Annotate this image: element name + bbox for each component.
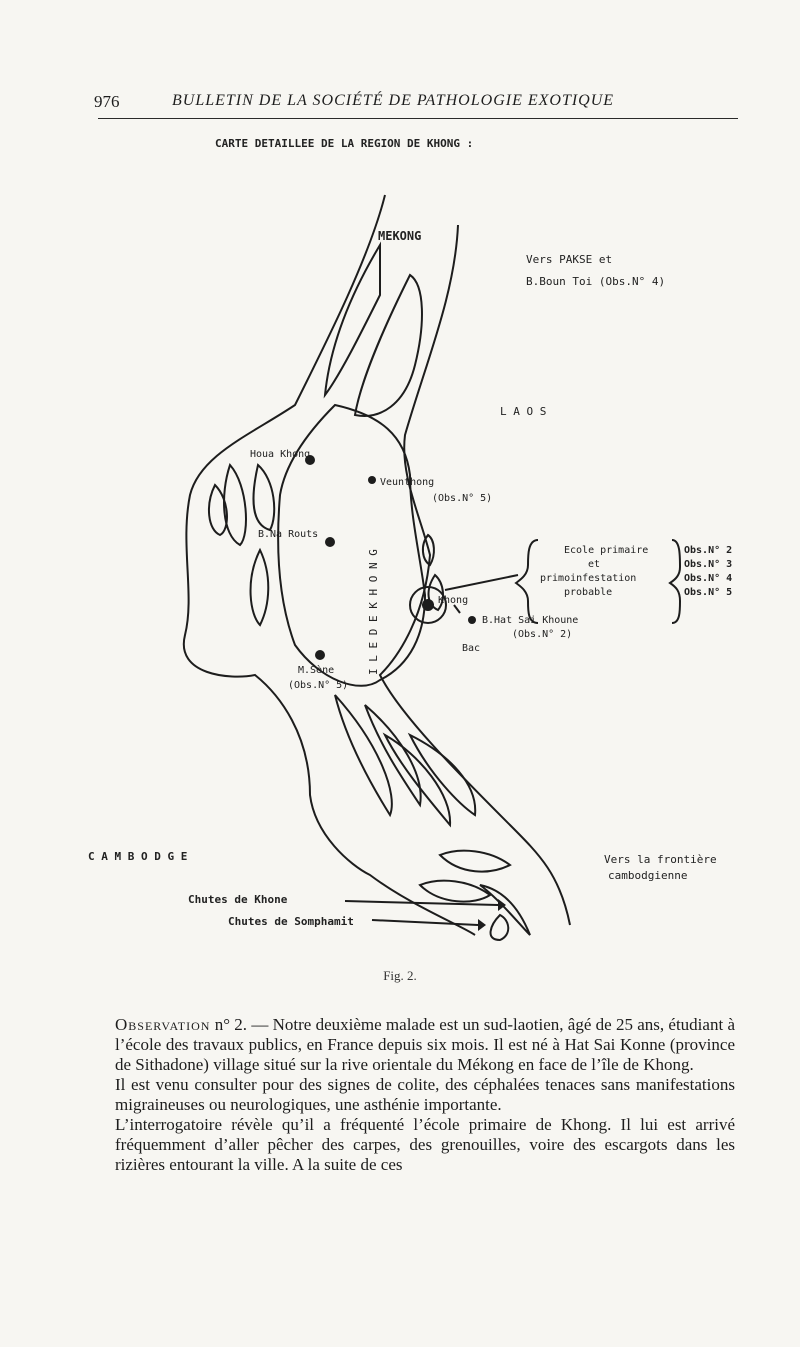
south-island-5: [440, 851, 510, 872]
west-islet-4: [254, 465, 275, 530]
paragraph-1-text: n° 2. — Notre deuxième malade est un sud-laotien, âgé de 25 ans, étudiant à l’école des travaux publics, en France depuis six mois. Il est né à Hat Sai Konne (province de Sithadone) village situé sur la rive orientale du Mékong en face de l’île de Khong.: [115, 1015, 735, 1074]
south-island-6: [420, 881, 490, 902]
north-islet: [325, 245, 380, 395]
page-header: [92, 86, 738, 116]
bac-label: Bac: [462, 643, 481, 654]
legend-pointer: [445, 575, 518, 590]
paragraph-2: Il est venu consulter pour des signes de colite, des céphalées tenaces sans manifestations migraineuses ou neurologiques, une asthénie importante.: [115, 1075, 735, 1114]
m-sene-label: M.Sène: [298, 665, 335, 676]
header-rule: [98, 118, 738, 119]
somphamit-arrowhead: [478, 919, 486, 931]
khong-dot: [422, 599, 434, 611]
b-na-routs-dot: [325, 537, 335, 547]
article-body: [115, 1015, 735, 1175]
bac-pointer: [454, 605, 460, 613]
legend-left-bracket: [516, 540, 538, 623]
laos-label: L A O S: [500, 405, 547, 418]
khong-region-map: [80, 135, 760, 965]
cambodge-label: C A M B O D G E: [88, 850, 188, 863]
legend-line-1: Ecole primaire: [564, 545, 649, 556]
west-islet-3: [251, 550, 269, 625]
legend-line-4: probable: [564, 587, 613, 598]
hat-sai-khoune-obs: (Obs.N° 2): [512, 629, 573, 640]
falls-islet: [491, 915, 509, 940]
houa-khong-label: Houa Khong: [250, 449, 311, 460]
south-note-1: Vers la frontière: [604, 853, 717, 866]
figure-caption: Fig. 2.: [383, 968, 417, 983]
map-title: CARTE DETAILLEE DE LA REGION DE KHONG :: [215, 137, 474, 150]
ile-de-khong-label: I L E D E K H O N G: [367, 549, 380, 675]
hat-sai-khoune-dot: [468, 616, 476, 624]
west-bank: [184, 195, 475, 935]
falls-khone-label: Chutes de Khone: [188, 893, 288, 906]
m-sene-obs: (Obs.N° 5): [288, 680, 349, 691]
legend-obs-4: Obs.N° 5: [684, 587, 733, 598]
veunthong-label: Veunthong: [380, 477, 435, 488]
paragraph-1: [115, 1015, 735, 1075]
legend-obs-2: Obs.N° 3: [684, 559, 733, 570]
falls-somphamit-label: Chutes de Somphamit: [228, 915, 354, 928]
legend-obs-3: Obs.N° 4: [684, 573, 733, 584]
north-note-1: Vers PAKSE et: [526, 253, 613, 266]
observation-lead: Observation: [115, 1015, 211, 1034]
m-sene-dot: [315, 650, 325, 660]
mekong-label: MEKONG: [378, 229, 422, 243]
river-outlines: [184, 195, 680, 940]
page-number: 976: [94, 92, 120, 111]
south-island-1: [335, 695, 392, 815]
map-drawing: [80, 135, 760, 965]
legend-line-2: et: [588, 559, 601, 570]
legend-obs-1: Obs.N° 2: [684, 545, 733, 556]
west-islet-2: [224, 465, 246, 545]
legend-line-3: primoinfestation: [540, 573, 637, 584]
somphamit-arrow: [372, 920, 478, 925]
veunthong-obs: (Obs.N° 5): [432, 493, 493, 504]
b-na-routs-label: B.Na Routs: [258, 529, 319, 540]
hat-sai-khoune-label: B.Hat Sai Khoune: [482, 615, 579, 626]
north-island: [355, 275, 422, 416]
veunthong-dot: [368, 476, 376, 484]
khong-label: Khong: [438, 595, 469, 606]
journal-title: BULLETIN DE LA SOCIÉTÉ DE PATHOLOGIE EXOTIQUE: [172, 92, 615, 109]
paragraph-3: L’interrogatoire révèle qu’il a fréquenté l’école primaire de Khong. Il lui est arrivé fréquemment d’aller pêcher des carpes, des grenouilles, voire des escargots dans les rizières entourant la ville. A la suite de ces: [115, 1115, 735, 1174]
south-note-2: cambodgienne: [608, 869, 688, 882]
north-note-2: B.Boun Toi (Obs.N° 4): [526, 275, 666, 288]
legend-right-bracket: [670, 540, 680, 623]
